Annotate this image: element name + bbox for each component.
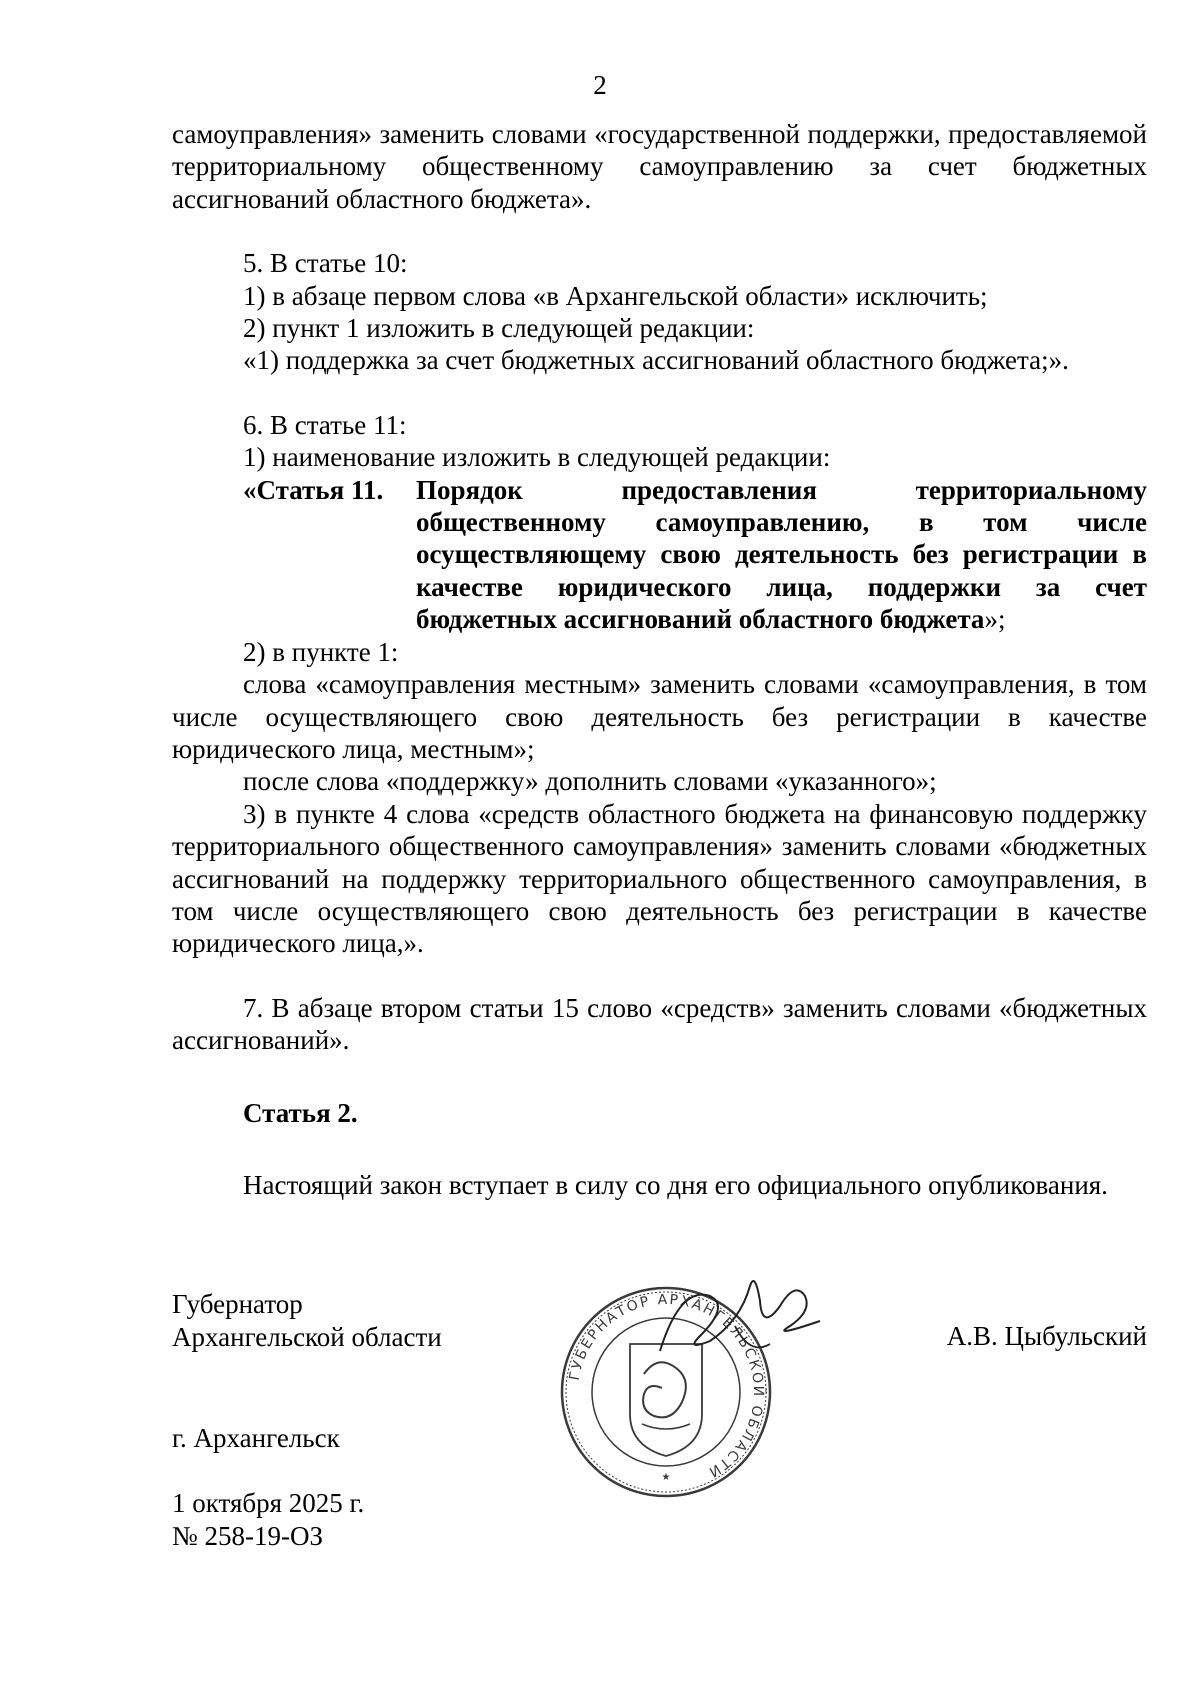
city: г. Архангельск: [172, 1423, 340, 1453]
section-5-item-1: 1) в абзаце первом слова «в Архангельской области» исключить;: [243, 280, 988, 311]
signatory-position: [172, 1288, 442, 1354]
signatory-position-line-2: Архангельской области: [172, 1322, 442, 1352]
handwritten-signature-icon: [640, 1266, 840, 1376]
article-2-text: Настоящий закон вступает в силу со дня его официального опубликования.: [243, 1169, 1108, 1200]
section-5-item-2: 2) пункт 1 изложить в следующей редакции:: [243, 313, 755, 344]
paragraph: самоуправления» заменить словами «государственной поддержки, предоставляемой территориальному общественному самоуправлению за счет бюджетных ассигнований областного бюджета».: [172, 119, 1147, 214]
document-number: № 258-19-ОЗ: [172, 1521, 324, 1551]
svg-text:★: ★: [661, 1472, 671, 1483]
section-5-item-3: «1) поддержка за счет бюджетных ассигнований областного бюджета;».: [243, 345, 1069, 376]
signatory-name: А.В. Цыбульский: [946, 1321, 1147, 1351]
section-6-item-2b: после слова «поддержку» дополнить словами «указанного»;: [243, 766, 937, 797]
section-5-title: 5. В статье 10:: [243, 248, 408, 279]
svg-text:ГУБЕРНАТОР АРХАНГЕЛЬСКОЙ ОБЛАС: ГУБЕРНАТОР АРХАНГЕЛЬСКОЙ ОБЛАСТИ: [566, 1291, 767, 1481]
document-date: 1 октября 2025 г.: [172, 1488, 365, 1518]
section-7: 7. В абзаце втором статьи 15 слово «средств» заменить словами «бюджетных ассигнований».: [172, 992, 1147, 1056]
article-11-title: Порядок предоставления территориальному общественному самоуправлению, в том числе осуществляющему свою деятельность без регистрации в качестве юридического лица, поддержки за счет бюджетных ассигнований областного бюджета: [416, 474, 1147, 635]
section-6-item-2: 2) в пункте 1:: [243, 636, 399, 667]
article-2-title: Статья 2.: [243, 1097, 358, 1128]
document-body: [172, 118, 1147, 1201]
section-6-title: 6. В статье 11:: [243, 409, 407, 440]
article-11-heading: [243, 474, 1147, 636]
section-6-item-2a: слова «самоуправления местным» заменить словами «самоуправления, в том числе осуществляющего свою деятельность без регистрации в качестве юридического лица, местным»;: [172, 669, 1147, 764]
article-11-number: «Статья 11.: [243, 474, 384, 505]
article-11-title-tail: »;: [984, 604, 1006, 635]
signatory-position-line-1: Губернатор: [172, 1289, 303, 1319]
section-6-item-1: 1) наименование изложить в следующей редакции:: [243, 442, 831, 473]
section-6-item-3: 3) в пункте 4 слова «средств областного бюджета на финансовую поддержку территориального общественного самоуправления» заменить словами «бюджетных ассигнований на поддержку территориального общественного самоуправления, в том числе осуществляющего свою деятельность без регистрации в качестве юридического лица,».: [172, 798, 1147, 959]
date-and-number: [172, 1487, 364, 1553]
page-number: 2: [593, 70, 607, 100]
